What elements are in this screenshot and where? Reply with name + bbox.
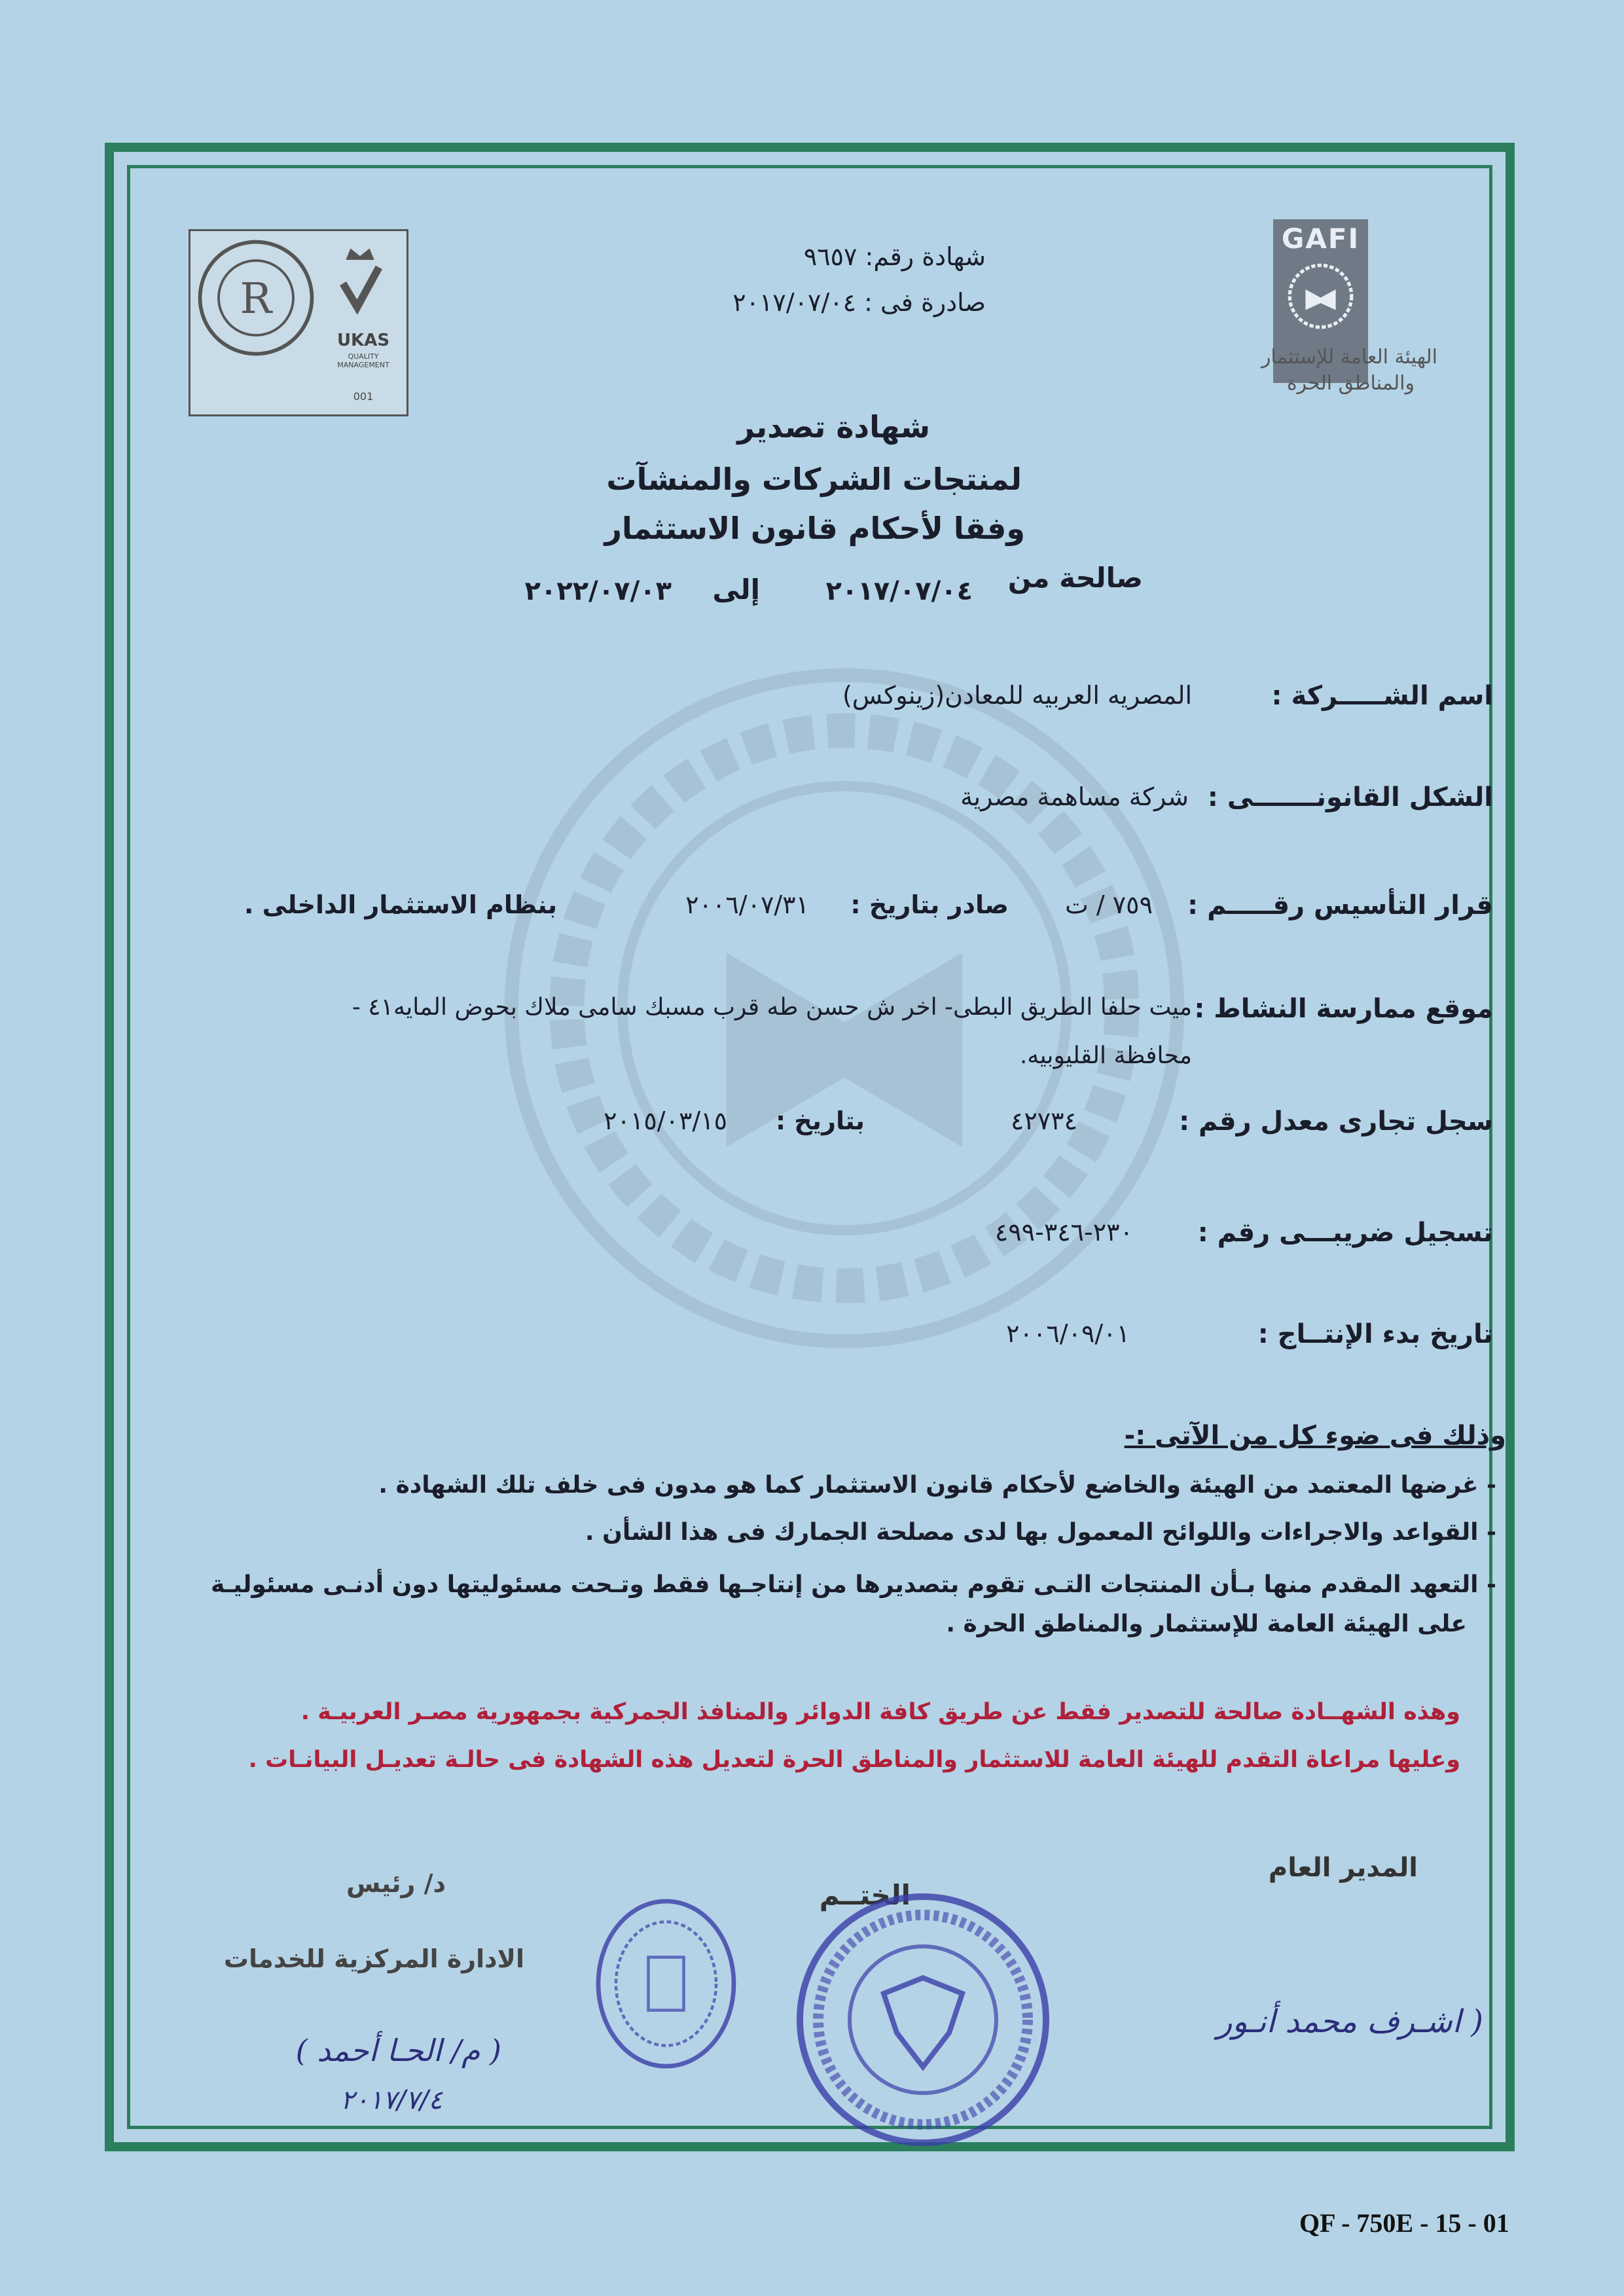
ukas-number: 001 — [353, 390, 374, 403]
commercial-date-label: بتاريخ : — [775, 1106, 865, 1135]
to-label: إلى — [712, 574, 760, 606]
issue-date: صادرة فى : ٢٠١٧/٠٧/٠٤ — [732, 288, 986, 317]
head-title: د/ رئيس — [346, 1869, 446, 1898]
production-start-label: تاريخ بدء الإنتــاج : — [1257, 1319, 1493, 1349]
investment-system: بنظام الاستثمار الداخلى . — [244, 890, 557, 919]
tax-register-value: ٢٣٠-٣٤٦-٤٩٩ — [994, 1218, 1133, 1247]
activity-location-value-2: محافظة القليوبيه. — [1019, 1042, 1192, 1069]
svg-text:R: R — [240, 274, 272, 323]
validity-note-1: وهذه الشهــادة صالحة للتصدير فقط عن طريق كافة الدوائر والمنافذ الجمركية بجمهورية مصـر العربيـة . — [300, 1699, 1460, 1725]
gafi-arabic-line1: الهيئة العامة للإستثمار — [1261, 346, 1437, 369]
valid-label: صالحة من — [1007, 562, 1143, 594]
signature-date: ٢٠١٧/٧/٤ — [340, 2085, 442, 2115]
gafi-arabic-line2: والمناطق الحرة — [1286, 372, 1415, 395]
director-title: المدير العام — [1268, 1853, 1418, 1883]
valid-from-date: ٢٠١٧/٠٧/٠٤ — [825, 576, 973, 606]
conditions-heading: وذلك فى ضوء كل من الآتى :- — [1124, 1421, 1506, 1451]
department-title: الادارة المركزية للخدمات — [223, 1944, 524, 1973]
head-signature: ( م/ الحـا أحمد ) — [295, 2033, 501, 2068]
founding-decree-number: ٧٥٩ / ت — [1065, 890, 1153, 919]
condition-item-3-cont: على الهيئة العامة للإستثمار والمناطق الحرة . — [946, 1611, 1467, 1637]
certificate-subtitle-1: لمنتجات الشركات والمنشآت — [606, 462, 1022, 497]
commercial-register-label: سجل تجارى معدل رقم : — [1179, 1106, 1493, 1137]
company-name-value: المصريه العربيه للمعادن(زينوكس) — [842, 681, 1192, 710]
blue-stamp-small — [592, 1892, 740, 2075]
activity-location-label: موقع ممارسة النشاط : — [1194, 994, 1493, 1024]
director-signature: ( اشـرف محمد أنـور — [1217, 2003, 1483, 2040]
commercial-register-number: ٤٢٧٣٤ — [1010, 1106, 1077, 1135]
certificate-subtitle-2: وفقا لأحكام قانون الاستثمار — [604, 511, 1025, 546]
condition-item-2: - القواعد والاجراءات واللوائح المعمول بها لدى مصلحة الجمارك فى هذا الشأن . — [585, 1519, 1496, 1546]
certificate-number: شهادة رقم: ٩٦٥٧ — [803, 242, 986, 271]
gafi-emblem-icon — [1286, 262, 1355, 331]
eagle-seal-stamp — [792, 1889, 1054, 2151]
activity-location-value-1: ميت حلفا الطريق البطى- اخر ش حسن طه قرب مسبك سامى ملاك بحوض المايه٤١ - — [352, 994, 1192, 1021]
founding-date: ٢٠٠٦/٠٧/٣١ — [685, 890, 809, 919]
ukas-text: UKAS — [336, 331, 390, 350]
condition-item-3: - التعهد المقدم منها بـأن المنتجات التـى تقوم بتصديرها من إنتاجـها فقط وتـحت مسئوليتها دون أدنـى مسئوليـة — [210, 1571, 1496, 1598]
validity-note-2: وعليها مراعاة التقدم للهيئة العامة للاستثمار والمناطق الحرة لتعديل هذه الشهادة فى حالـة تعديـل البيانـات . — [248, 1747, 1460, 1773]
certificate-title: شهادة تصدير — [737, 409, 930, 445]
founding-decree-label: قرار التأسيس رقـــــم : — [1187, 890, 1493, 920]
gafi-logo-text: GAFI — [1281, 223, 1360, 255]
legal-form-label: الشكل القانونـــــــى : — [1207, 782, 1493, 812]
commercial-register-date: ٢٠١٥/٠٣/١٥ — [604, 1106, 727, 1135]
quality-seal-icon — [194, 236, 318, 360]
tax-register-label: تسجيل ضريبـــى رقم : — [1197, 1218, 1493, 1248]
company-name-label: اسم الشـــــركة : — [1271, 681, 1493, 711]
ukas-crown-check-icon — [331, 241, 389, 326]
production-start-date: ٢٠٠٦/٠٩/٠١ — [1006, 1319, 1130, 1348]
condition-item-1: - غرضها المعتمد من الهيئة والخاضع لأحكام قانون الاستثمار كما هو مدون فى خلف تلك الشهادة . — [378, 1472, 1496, 1499]
ukas-subtext: QUALITY MANAGEMENT — [337, 352, 389, 369]
valid-to-date: ٢٠٢٢/٠٧/٠٣ — [524, 576, 672, 606]
legal-form-value: شركة مساهمة مصرية — [960, 782, 1189, 811]
stamp-label: الختــم — [819, 1879, 911, 1911]
form-code: QF - 750E - 15 - 01 — [1299, 2208, 1509, 2238]
founding-issued-label: صادر بتاريخ : — [850, 890, 1009, 919]
